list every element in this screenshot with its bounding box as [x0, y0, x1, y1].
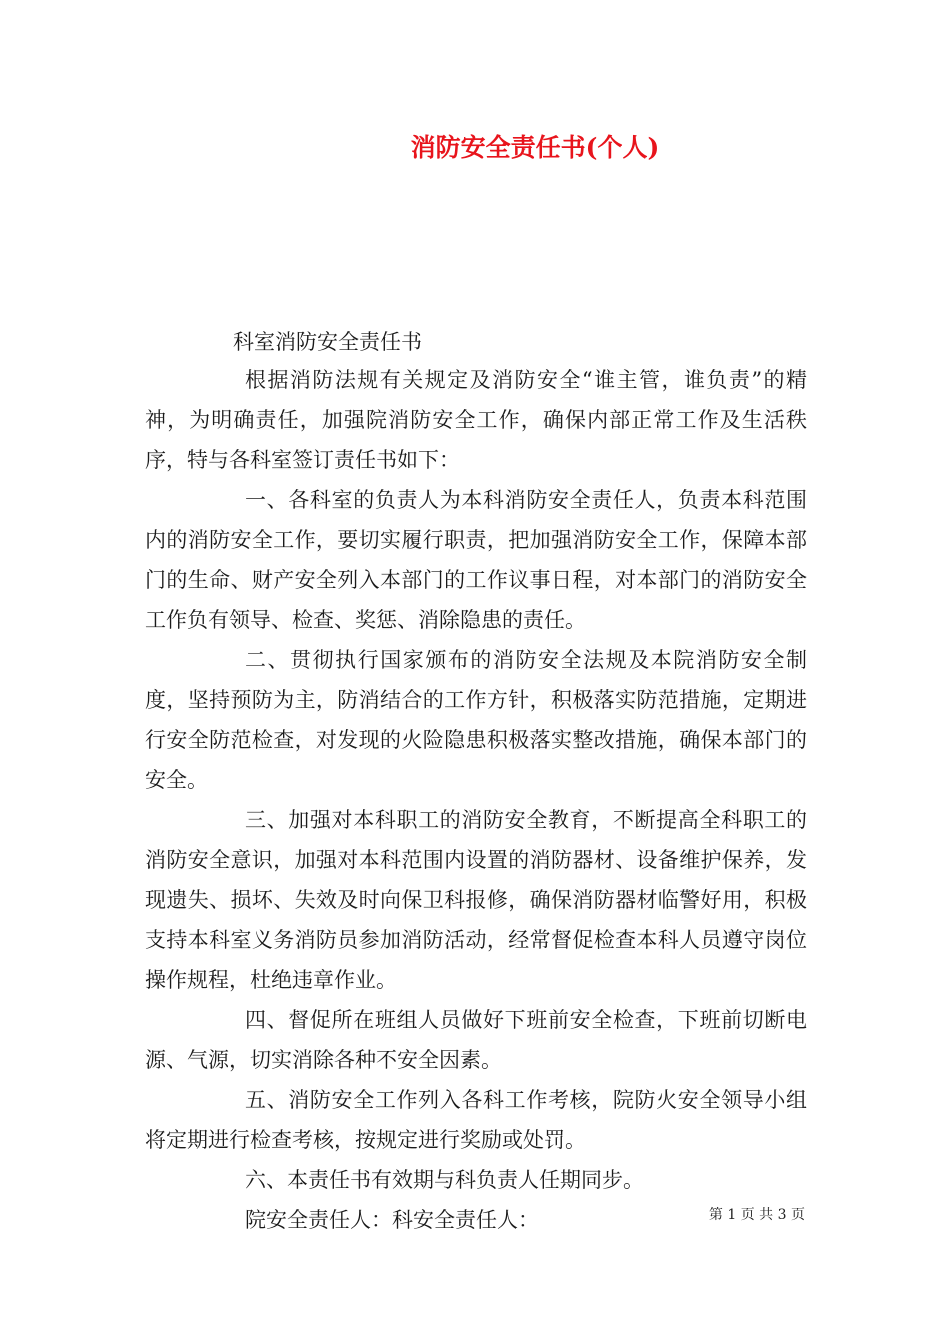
paragraph-item-5: 五、消防安全工作列入各科工作考核，院防火安全领导小组将定期进行检查考核，按规定进行奖励或处罚。 — [145, 1088, 807, 1152]
paragraph-item-1: 一、各科室的负责人为本科消防安全责任人，负责本科范围内的消防安全工作，要切实履行职责，把加强消防安全工作，保障本部门的生命、财产安全列入本部门的工作议事日程，对本部门的消防安全工作负有领导、检查、奖惩、消除隐患的责任。 — [145, 488, 807, 632]
paragraph-intro: 根据消防法规有关规定及消防安全“谁主管，谁负责”的精神，为明确责任，加强院消防安全工作，确保内部正常工作及生活秩序，特与各科室签订责任书如下： — [145, 368, 807, 472]
document-subtitle: 科室消防安全责任书 — [233, 330, 422, 354]
paragraph-item-2: 二、贯彻执行国家颁布的消防安全法规及本院消防安全制度，坚持预防为主，防消结合的工作方针，积极落实防范措施，定期进行安全防范检查，对发现的火险隐患积极落实整改措施，确保本部门的安全。 — [145, 648, 807, 792]
page-number-footer: 第 1 页 共 3 页 — [708, 1207, 805, 1223]
document-body — [145, 360, 807, 1240]
document-title: 消防安全责任书(个人) — [410, 133, 660, 162]
paragraph-item-3: 三、加强对本科职工的消防安全教育，不断提高全科职工的消防安全意识，加强对本科范围内设置的消防器材、设备维护保养，发现遗失、损坏、失效及时向保卫科报修，确保消防器材临警好用，积极支持本科室义务消防员参加消防活动，经常督促检查本科人员遵守岗位操作规程，杜绝违章作业。 — [145, 808, 807, 992]
signature-line: 院安全责任人：科安全责任人： — [245, 1208, 539, 1232]
paragraph-item-6: 六、本责任书有效期与科负责人任期同步。 — [245, 1168, 644, 1192]
paragraph-item-4: 四、督促所在班组人员做好下班前安全检查，下班前切断电源、气源，切实消除各种不安全因素。 — [145, 1008, 807, 1072]
